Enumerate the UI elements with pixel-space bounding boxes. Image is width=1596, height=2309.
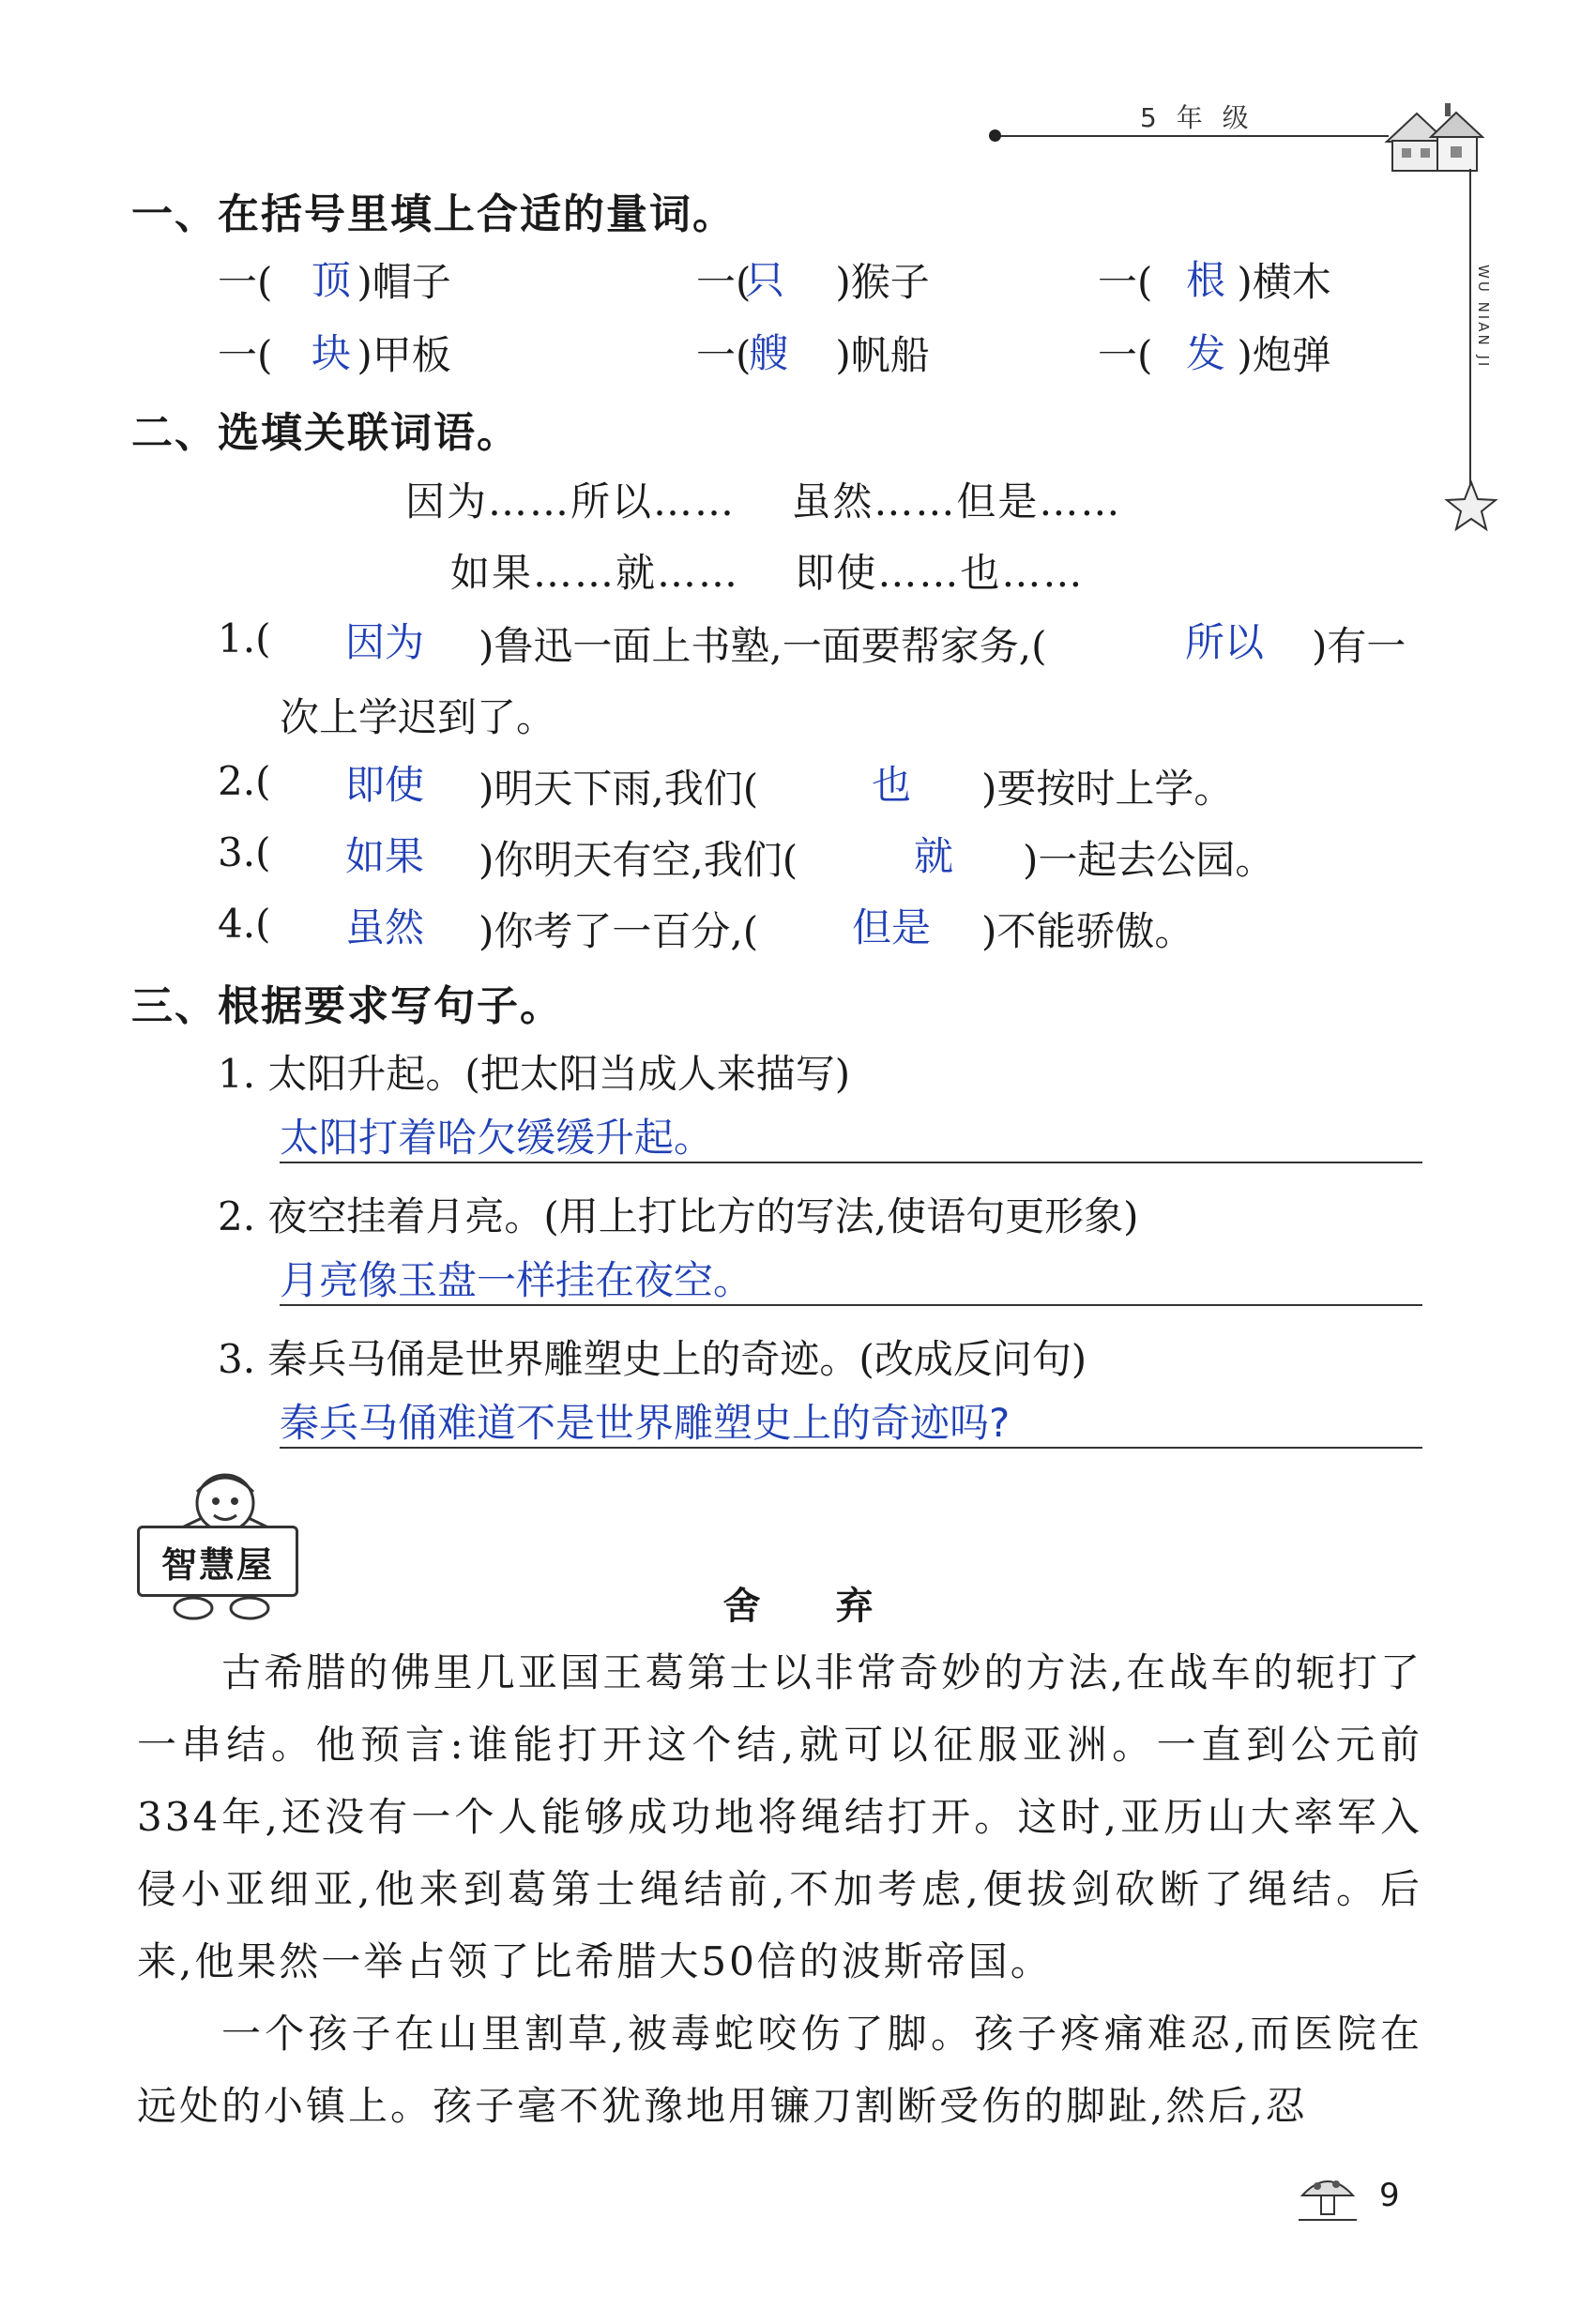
answer-2b: 也 (871, 762, 911, 808)
question-4-tail: )不能骄傲。 (981, 908, 1194, 954)
star-icon (1443, 479, 1499, 535)
measure-answer: 艘 (748, 330, 788, 376)
question-2: 2.( (218, 758, 271, 804)
measure-item: 一( )横木 (1098, 259, 1331, 305)
connective-options: 如果……就…… 即使……也…… (450, 550, 1085, 596)
answer-line (280, 1304, 1422, 1306)
section1-title: 一、在括号里填上合适的量词。 (131, 190, 736, 238)
story-paragraph-1: 古希腊的佛里几亚国王葛第士以非常奇妙的方法,在战车的轭打了一串结。他预言:谁能打开这个结,就可以征服亚洲。一直到公元前334年,还没有一个人能够成功地将绳结打开。这时,亚历山大率军入侵小亚细亚,他来到葛第士绳结前,不加考虑,便拔剑砍断了绳结。后来,他果然一举占领了比希腊大50倍的波斯帝国。 (137, 1649, 1422, 1984)
rewrite-answer-2: 月亮像玉盘一样挂在夜空。 (280, 1257, 753, 1303)
measure-answer: 根 (1185, 257, 1225, 303)
measure-item: 一( )甲板 (218, 332, 451, 378)
question-3-mid: )你明天有空,我们( (479, 837, 798, 883)
pinyin-label: WU NIAN JI (1475, 265, 1492, 370)
rewrite-question-3: 3. 秦兵马俑是世界雕塑史上的奇迹。(改成反问句) (218, 1336, 1087, 1382)
answer-1b: 所以 (1184, 619, 1264, 665)
measure-item: 一( )帆船 (696, 332, 930, 378)
answer-2a: 即使 (344, 762, 424, 808)
connective-options: 因为……所以…… 虽然……但是…… (405, 479, 1122, 524)
question-4: 4.( (218, 901, 271, 947)
wisdom-badge-label: 智慧屋 (160, 1543, 274, 1586)
question-2-mid: )明天下雨,我们( (479, 766, 759, 812)
question-1-mid: )鲁迅一面上书塾,一面要帮家务,( (479, 623, 1047, 669)
measure-answer: 发 (1185, 330, 1225, 376)
rewrite-question-1: 1. 太阳升起。(把太阳当成人来描写) (218, 1051, 851, 1097)
grade-label: 5 年 级 (1140, 102, 1254, 133)
rewrite-answer-3: 秦兵马俑难道不是世界雕塑史上的奇迹吗? (280, 1400, 1011, 1446)
measure-answer: 块 (311, 330, 351, 376)
side-rule (1469, 169, 1471, 488)
measure-item: 一( )帽子 (218, 259, 451, 305)
rewrite-answer-1: 太阳打着哈欠缓缓升起。 (280, 1115, 714, 1161)
question-2-tail: )要按时上学。 (981, 766, 1234, 812)
question-1-cont: 次上学迟到了。 (280, 694, 556, 740)
answer-3b: 就 (913, 833, 953, 879)
section3-title: 三、根据要求写句子。 (131, 982, 563, 1030)
question-1: 1.( (218, 615, 271, 661)
question-3-tail: )一起去公园。 (1023, 837, 1275, 883)
section2-title: 二、选填关联词语。 (131, 409, 520, 457)
house-icon (1379, 99, 1487, 175)
story-title: 舍 弃 (722, 1585, 874, 1628)
answer-line (280, 1162, 1422, 1163)
question-3: 3.( (218, 829, 271, 875)
measure-answer: 顶 (311, 257, 351, 303)
header-dot (989, 129, 1001, 142)
answer-1a: 因为 (344, 619, 424, 665)
measure-item: 一( )炮弹 (1098, 332, 1331, 378)
answer-3a: 如果 (344, 833, 424, 879)
header-rule (995, 135, 1389, 137)
story-paragraph-2: 一个孩子在山里割草,被毒蛇咬伤了脚。孩子疼痛难忍,而医院在远处的小镇上。孩子毫不犹豫地用镰刀割断受伤的脚趾,然后,忍 (137, 2011, 1422, 2129)
answer-line (280, 1447, 1422, 1449)
question-4-mid: )你考了一百分,( (479, 908, 759, 954)
rewrite-question-2: 2. 夜空挂着月亮。(用上打比方的写法,使语句更形象) (218, 1193, 1139, 1239)
measure-answer: 只 (744, 257, 784, 303)
answer-4a: 虽然 (344, 904, 424, 950)
question-1-tail: )有一 (1312, 623, 1406, 669)
measure-item: 一( )猴子 (696, 259, 930, 305)
mushroom-icon (1295, 2167, 1360, 2224)
answer-4b: 但是 (851, 904, 931, 950)
page-number: 9 (1379, 2177, 1400, 2214)
